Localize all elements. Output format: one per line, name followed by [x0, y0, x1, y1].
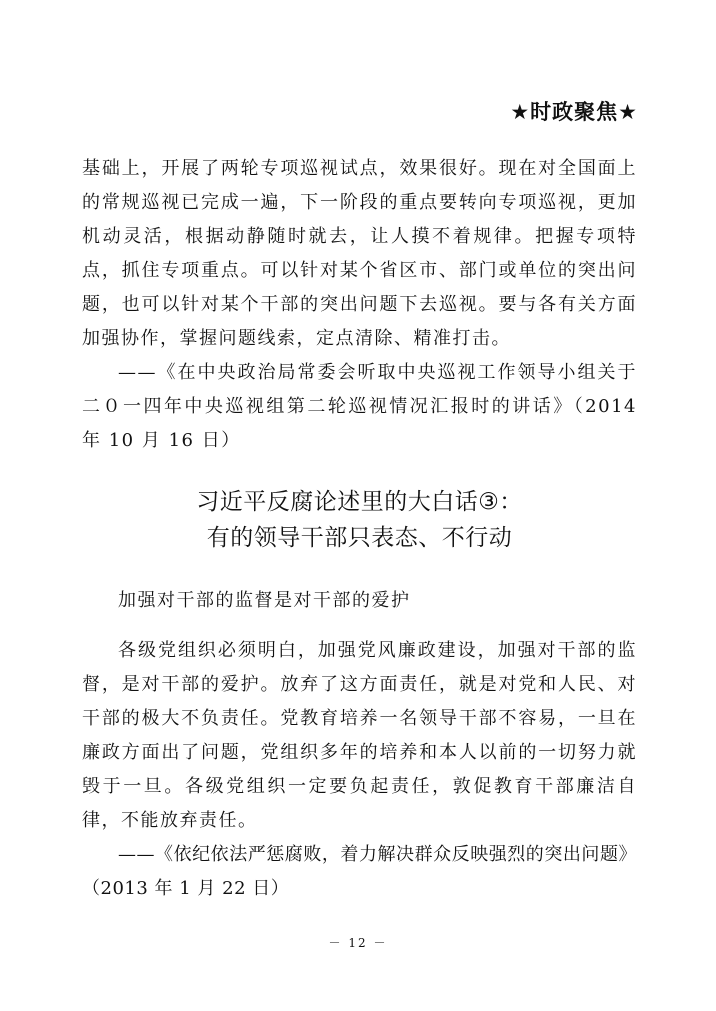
section-header: ★时政聚焦★: [510, 100, 638, 124]
page-number: － 12 －: [328, 936, 388, 950]
citation-1: ——《在中央政治局常委会听取中央巡视工作领导小组关于二０一四年中央巡视组第二轮巡视情况汇报时的讲话》（2014 年 10 月 16 日）: [82, 362, 637, 451]
paragraph-2: 各级党组织必须明白，加强党风廉政建设，加强对干部的监督，是对干部的爱护。放弃了这方面责任，就是对党和人民、对干部的极大不负责任。党教育培养一名领导干部不容易，一旦在廉政方面出了问题，党组织多年的培养和本人以前的一切努力就毁于一旦。各级党组织一定要负起责任，敦促教育干部廉洁自律，不能放弃责任。: [82, 640, 637, 831]
continued-paragraph: 基础上，开展了两轮专项巡视试点，效果很好。现在对全国面上的常规巡视已完成一遍，下一阶段的重点要转向专项巡视，更加机动灵活，根据动静随时就去，让人摸不着规律。把握专项特点，抓住专项重点。可以针对某个省区市、部门或单位的突出问题，也可以针对某个干部的突出问题下去巡视。要与各有关方面加强协作，掌握问题线索，定点清除、精准打击。: [82, 158, 637, 349]
article-title-line-1: 习近平反腐论述里的大白话③：: [196, 489, 523, 515]
subheading: 加强对干部的监督是对干部的爱护: [118, 590, 411, 611]
citation-2: ——《依纪依法严惩腐败，着力解决群众反映强烈的突出问题》（2013 年 1 月 22 日）: [82, 844, 637, 899]
article-title-line-2: 有的领导干部只表态、不行动: [206, 525, 513, 551]
